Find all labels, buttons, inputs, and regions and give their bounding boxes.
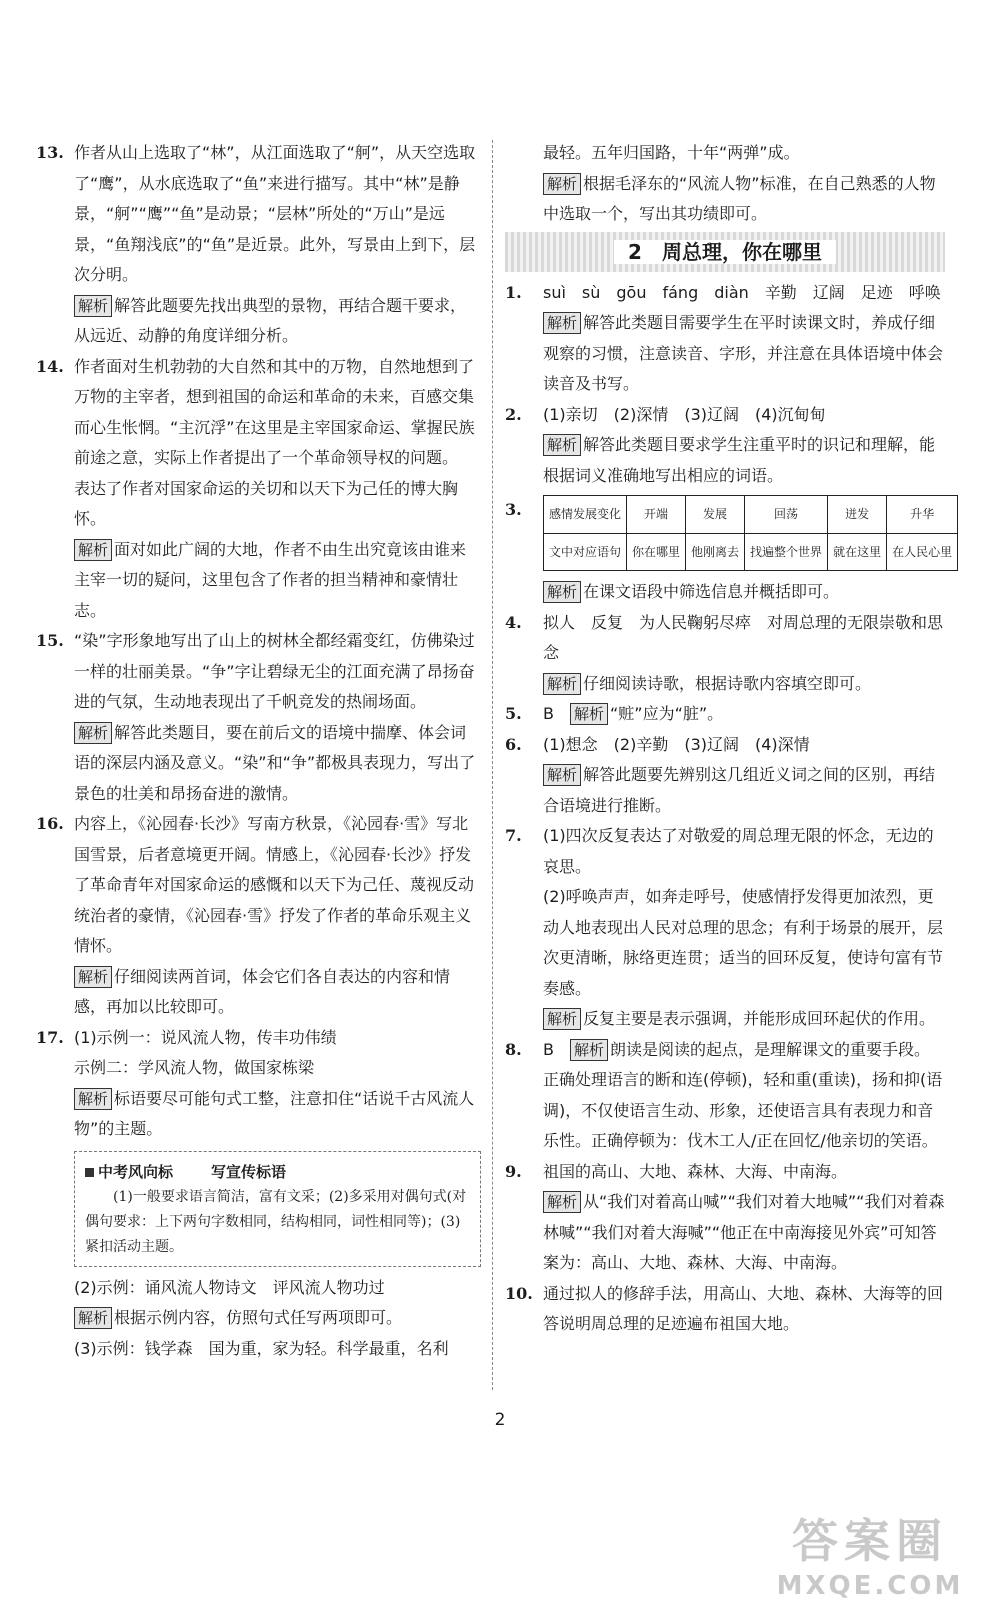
answer-text: 最轻。五年归国路，十年“两弹”成。 [543, 143, 800, 162]
analysis-tag: 解析 [74, 539, 112, 561]
analysis [543, 430, 945, 491]
answer-6 [505, 730, 945, 822]
analysis [74, 718, 481, 810]
answer-text: “染”字形象地写出了山上的树林全都经霜变红，仿佛染过一样的壮丽美景。“争”字让碧绿无尘的江面充满了昂扬奋进的气氛，生动地表现出了千帆竞发的热闹场面。 [74, 631, 475, 711]
answer-16 [36, 809, 481, 1023]
analysis-tag: 解析 [543, 1191, 581, 1213]
watermark-line-2: MXQE.COM [776, 1571, 964, 1601]
answer-17-continued [36, 1273, 481, 1365]
analysis-text: 解答此类题目要求学生注重平时的识记和理解，能根据词义准确地写出相应的词语。 [543, 435, 936, 485]
tip-box-body: (1)一般要求语言简洁，富有文采；(2)多采用对偶句式(对偶句要求：上下两句字数相同，结构相同，词性相同等)；(3)紧扣活动主题。 [85, 1188, 467, 1255]
answer-choice: B [543, 1039, 554, 1059]
question-number: 13. [36, 143, 64, 162]
analysis-tag: 解析 [543, 173, 581, 195]
question-number: 17. [36, 1027, 64, 1047]
answer-text: 通过拟人的修辞手法，用高山、大地、森林、大海等的回答说明周总理的足迹遍布祖国大地。 [543, 1283, 944, 1333]
answer-14 [36, 352, 481, 627]
answer-5 [505, 699, 945, 730]
analysis [543, 169, 945, 230]
analysis-tag: 解析 [570, 703, 608, 725]
question-number: 5. [505, 704, 522, 723]
answer-text: 拟人 反复 为人民鞠躬尽瘁 对周总理的无限崇敬和思念 [543, 612, 944, 662]
analysis-text: 根据毛泽东的“风流人物”标准，在自己熟悉的人物中选取一个，写出其功绩即可。 [543, 173, 936, 223]
answer-text: (2)示例：诵风流人物诗文 评风流人物功过 [74, 1277, 385, 1297]
answer-line [543, 1035, 945, 1157]
analysis-text: 解答此题要先找出典型的景物，再结合题干要求，从远近、动静的角度详细分析。 [74, 295, 467, 345]
analysis-tag: 解析 [74, 1088, 112, 1110]
table-cell: 感情发展变化 [544, 496, 627, 534]
analysis-text: “赃”应为“脏”。 [610, 704, 724, 723]
answer-text: (1)示例一：说风流人物，传丰功伟绩 [74, 1027, 337, 1047]
analysis [543, 669, 945, 700]
tip-box-title: 中考风向标 [98, 1162, 174, 1181]
answer-text: 作者从山上选取了“林”，从江面选取了“舸”，从天空选取了“鹰”，从水底选取了“鱼”来进行描写。其中“林”是静景，“舸”“鹰”“鱼”是动景；“层林”所处的“万山”是远景，“鱼翔浅底”的“鱼”是近景。此外，写景由上到下，层次分明。 [74, 143, 476, 284]
answer-choice: B [543, 704, 554, 723]
analysis-tag: 解析 [570, 1039, 608, 1061]
analysis [74, 962, 481, 1023]
table-cell: 开端 [627, 496, 686, 534]
table-cell: 回荡 [745, 496, 828, 534]
analysis-tag: 解析 [543, 1008, 581, 1030]
analysis-tag: 解析 [74, 722, 112, 744]
question-number: 10. [505, 1283, 533, 1303]
analysis-text: 根据示例内容，仿照句式任写两项即可。 [114, 1308, 403, 1327]
answer-15 [36, 626, 481, 809]
section-title [505, 232, 945, 272]
analysis-tag: 解析 [543, 764, 581, 786]
analysis-text: 解答此类题目，要在前后文的语境中揣摩、体会词语的深层内涵及意义。“染”和“争”都极具表现力，写出了景色的壮美和昂扬奋进的激情。 [74, 722, 476, 803]
answer-text: suì sù gōu fáng diàn 辛勤 辽阔 足迹 呼唤 [543, 282, 941, 302]
analysis-text: 朗读是阅读的起点，是理解课文的重要手段。正确处理语言的断和连(停顿)，轻和重(重读)，扬和抑(语调)，不仅使语言生动、形象，还使语言具有表现力和音乐性。正确停顿为：伐木工人/正在回忆/他亲切的笑语。 [543, 1039, 943, 1150]
table-cell: 在人民心里 [887, 533, 958, 571]
answer-text: (1)四次反复表达了对敬爱的周总理无限的怀念，无边的哀思。 [543, 826, 934, 876]
analysis-text: 解答此类题目需要学生在平时读课文时，养成仔细观察的习惯，注意读音、字形，并注意在具体语境中体会读音及书写。 [543, 313, 944, 393]
question-number: 15. [36, 631, 64, 650]
analysis-tag: 解析 [543, 434, 581, 456]
answer-3 [505, 495, 953, 608]
answer-13 [36, 138, 481, 352]
question-number: 7. [505, 826, 522, 845]
table-row [544, 496, 958, 534]
answer-text: (2)呼唤声声，如奔走呼号，使感情抒发得更加浓烈，更动人地表现出人民对总理的思念；有利于场景的展开，层次更清晰，脉络更连贯；适当的回环反复，使诗句富有节奏感。 [543, 887, 944, 998]
table-cell: 找遍整个世界 [745, 533, 828, 571]
answer-text: (3)示例：钱学森 国为重，家为轻。科学最重，名利 [74, 1338, 449, 1358]
answer-text: (1)亲切 (2)深情 (3)辽阔 (4)沉甸甸 [543, 404, 826, 424]
question-number: 6. [505, 734, 522, 754]
answer-7 [505, 821, 945, 1035]
analysis-text: 反复主要是表示强调，并能形成回环起伏的作用。 [583, 1009, 936, 1028]
answer-17 [36, 1023, 481, 1145]
answer-line [543, 699, 945, 730]
table-cell: 他刚离去 [686, 533, 745, 571]
question-number: 1. [505, 282, 522, 302]
right-column [505, 138, 953, 1340]
page-number: 2 [494, 1410, 506, 1430]
analysis-text: 面对如此广阔的大地，作者不由生出究竟该由谁来主宰一切的疑问，这里包含了作者的担当精神和豪情壮志。 [74, 539, 467, 620]
analysis-text: 解答此题要先辨别这几组近义词之间的区别，再结合语境进行推断。 [543, 765, 936, 815]
analysis [74, 1084, 481, 1145]
answer-8 [505, 1035, 945, 1157]
question-number: 14. [36, 356, 64, 376]
left-column [36, 138, 481, 1364]
table-cell: 升华 [887, 496, 958, 534]
table-cell: 文中对应语句 [544, 533, 627, 571]
answer-2 [505, 400, 945, 492]
analysis-tag: 解析 [543, 581, 581, 603]
section-title-text: 2 周总理，你在哪里 [614, 240, 836, 264]
question-number: 2. [505, 404, 522, 424]
analysis [74, 291, 481, 352]
emotion-table [543, 495, 958, 571]
analysis [543, 308, 945, 400]
answer-text: (1)想念 (2)辛勤 (3)辽阔 (4)深情 [543, 734, 810, 754]
answer-9 [505, 1157, 945, 1279]
analysis-text: 从“我们对着高山喊”“我们对着大地喊”“我们对着森林喊”“我们对着大海喊”“他正在中南海接见外宾”可知答案为：高山、大地、森林、大海、中南海。 [543, 1192, 945, 1272]
analysis-text: 标语要尽可能句式工整，注意扣住“话说千古风流人物”的主题。 [74, 1088, 475, 1138]
table-cell: 你在哪里 [627, 533, 686, 571]
analysis-tag: 解析 [543, 312, 581, 334]
analysis-tag: 解析 [543, 673, 581, 695]
analysis [543, 760, 945, 821]
tip-box-subtitle: 写宣传标语 [211, 1162, 287, 1181]
analysis [543, 577, 945, 608]
analysis-text: 仔细阅读两首词，体会它们各自表达的内容和情感，再加以比较即可。 [74, 966, 451, 1016]
analysis-tag: 解析 [74, 1307, 112, 1329]
analysis [74, 1303, 481, 1334]
watermark [760, 1505, 980, 1601]
analysis [543, 1004, 945, 1035]
question-number: 16. [36, 814, 64, 833]
table-cell: 发展 [686, 496, 745, 534]
analysis [74, 535, 481, 627]
analysis-tag: 解析 [74, 966, 112, 988]
analysis-text: 仔细阅读诗歌，根据诗歌内容填空即可。 [583, 673, 872, 693]
watermark-line-1: 答案圈 [792, 1514, 948, 1568]
answer-4 [505, 608, 945, 700]
answer-10 [505, 1279, 945, 1340]
answer-text: 作者面对生机勃勃的大自然和其中的万物，自然地想到了万物的主宰者，想到祖国的命运和革命的未来，百感交集而心生怅惘。“主沉浮”在这里是主宰国家命运、掌握民族前途之意，实际上作者提出了一个革命领导权的问题。 表达了作者对国家命运的关切和以天下为己任的博大胸怀。 [74, 356, 475, 528]
analysis-tag: 解析 [74, 295, 112, 317]
question-number: 9. [505, 1161, 522, 1181]
analysis-text: 在课文语段中筛选信息并概括即可。 [583, 582, 840, 601]
question-number: 4. [505, 612, 522, 632]
tip-box [74, 1151, 481, 1267]
square-bullet-icon [85, 1168, 94, 1177]
analysis [543, 1187, 945, 1279]
column-divider [492, 140, 493, 1390]
tip-box-header [85, 1160, 470, 1185]
answer-text: 内容上，《沁园春·长沙》写南方秋景，《沁园春·雪》写北国雪景，后者意境更开阔。情感上，《沁园春·长沙》抒发了革命青年对国家命运的感慨和以天下为己任、蔑视反动统治者的豪情，《沁园春·雪》抒发了作者的革命乐观主义情怀。 [74, 814, 475, 955]
answer-1 [505, 278, 945, 400]
question-number: 3. [505, 500, 522, 519]
answer-text: 示例二：学风流人物，做国家栋梁 [74, 1058, 315, 1077]
table-row [544, 533, 958, 571]
question-number: 8. [505, 1039, 522, 1059]
answer-17-end [505, 138, 945, 230]
table-cell: 迸发 [828, 496, 887, 534]
table-cell: 就在这里 [828, 533, 887, 571]
answer-text: 祖国的高山、大地、森林、大海、中南海。 [543, 1161, 848, 1181]
